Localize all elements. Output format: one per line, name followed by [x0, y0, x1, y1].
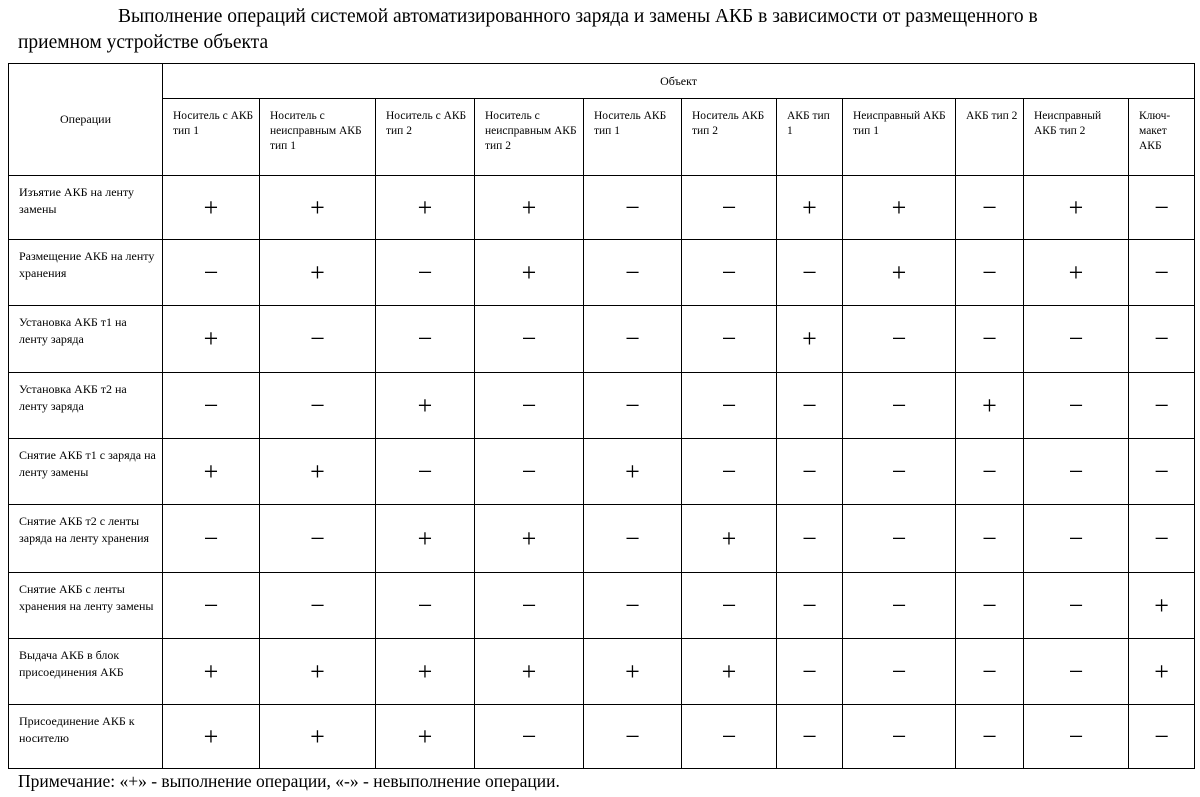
table-cell: − — [1129, 705, 1195, 769]
table-cell: + — [682, 639, 777, 705]
table-cell: − — [1024, 306, 1129, 373]
column-header: Носитель АКБ тип 1 — [584, 99, 682, 176]
table-cell: + — [475, 176, 584, 240]
table-cell: − — [682, 306, 777, 373]
operation-label: Снятие АКБ т1 с заряда на ленту замены — [9, 439, 163, 505]
table-cell: + — [584, 439, 682, 505]
table-cell: − — [777, 705, 843, 769]
operation-label: Снятие АКБ с ленты хранения на ленту замены — [9, 573, 163, 639]
table-row — [9, 439, 1195, 505]
table-cell: − — [584, 573, 682, 639]
table-cell: + — [163, 705, 260, 769]
table-cell: − — [163, 373, 260, 439]
table-row — [9, 240, 1195, 306]
table-cell: − — [475, 573, 584, 639]
table-cell: + — [475, 505, 584, 573]
table-cell: − — [1129, 240, 1195, 306]
table-row — [9, 373, 1195, 439]
table-cell: − — [584, 240, 682, 306]
table-cell: − — [1024, 573, 1129, 639]
table-cell: − — [376, 240, 475, 306]
table-cell: + — [682, 505, 777, 573]
table-cell: − — [1129, 439, 1195, 505]
table-cell: − — [260, 505, 376, 573]
table-cell: − — [956, 505, 1024, 573]
table-cell: − — [956, 639, 1024, 705]
table-cell: − — [843, 705, 956, 769]
column-header: Носитель с АКБ тип 2 — [376, 99, 475, 176]
table-cell: − — [584, 176, 682, 240]
table-cell: − — [843, 505, 956, 573]
title-line-2: приемном устройстве объекта — [18, 32, 269, 53]
operations-table — [8, 63, 1195, 769]
table-cell: − — [1024, 439, 1129, 505]
table-cell: − — [376, 306, 475, 373]
table-cell: + — [163, 439, 260, 505]
operation-label: Установка АКБ т1 на ленту заряда — [9, 306, 163, 373]
table-cell: + — [163, 176, 260, 240]
table-cell: − — [843, 306, 956, 373]
table-cell: + — [777, 176, 843, 240]
table-cell: − — [475, 439, 584, 505]
table-cell: − — [956, 240, 1024, 306]
footnote: Примечание: «+» - выполнение операции, «-» - невыполнение операции. — [18, 771, 560, 791]
table-cell: + — [260, 176, 376, 240]
table-cell: − — [843, 373, 956, 439]
operation-label: Выдача АКБ в блок присоединения АКБ — [9, 639, 163, 705]
table-cell: + — [843, 240, 956, 306]
table-cell: − — [163, 573, 260, 639]
table-cell: − — [682, 573, 777, 639]
column-header: Ключ-макет АКБ — [1129, 99, 1195, 176]
table-cell: − — [682, 373, 777, 439]
table-cell: + — [163, 639, 260, 705]
table-cell: + — [475, 240, 584, 306]
operation-label: Присоединение АКБ к носителю — [9, 705, 163, 769]
column-header: АКБ тип 1 — [777, 99, 843, 176]
table-cell: + — [1129, 639, 1195, 705]
table-cell: − — [682, 705, 777, 769]
table-cell: + — [376, 373, 475, 439]
table-cell: − — [260, 306, 376, 373]
document-title — [18, 4, 1188, 56]
operation-label: Размещение АКБ на ленту хранения — [9, 240, 163, 306]
table-cell: − — [682, 176, 777, 240]
table-cell: − — [956, 176, 1024, 240]
table-cell: + — [584, 639, 682, 705]
table-row — [9, 306, 1195, 373]
table-cell: − — [163, 240, 260, 306]
table-cell: − — [956, 439, 1024, 505]
table-cell: − — [777, 639, 843, 705]
table-cell: − — [1129, 306, 1195, 373]
table-cell: − — [843, 639, 956, 705]
table-cell: − — [843, 439, 956, 505]
column-header: Носитель с неисправным АКБ тип 2 — [475, 99, 584, 176]
table-cell: − — [584, 505, 682, 573]
column-header: Носитель с неисправным АКБ тип 1 — [260, 99, 376, 176]
table-cell: − — [1024, 705, 1129, 769]
column-header: Неисправный АКБ тип 2 — [1024, 99, 1129, 176]
table-cell: − — [843, 573, 956, 639]
table-cell: + — [376, 705, 475, 769]
table-cell: − — [1129, 176, 1195, 240]
table-cell: + — [163, 306, 260, 373]
table-cell: + — [260, 439, 376, 505]
table-cell: − — [956, 306, 1024, 373]
operation-label: Изъятие АКБ на ленту замены — [9, 176, 163, 240]
table-cell: + — [1024, 176, 1129, 240]
operation-label: Снятие АКБ т2 с ленты заряда на ленту хранения — [9, 505, 163, 573]
title-line-1: Выполнение операций системой автоматизированного заряда и замены АКБ в зависимости от размещенного в — [118, 6, 1038, 27]
table-cell: − — [1024, 505, 1129, 573]
table-cell: − — [777, 240, 843, 306]
table-row — [9, 573, 1195, 639]
table-cell: − — [1024, 373, 1129, 439]
column-header: АКБ тип 2 — [956, 99, 1024, 176]
table-cell: − — [475, 705, 584, 769]
table-cell: + — [1024, 240, 1129, 306]
table-cell: + — [260, 639, 376, 705]
table-cell: − — [584, 705, 682, 769]
table-row — [9, 505, 1195, 573]
table-cell: − — [163, 505, 260, 573]
column-header: Носитель АКБ тип 2 — [682, 99, 777, 176]
table-cell: + — [956, 373, 1024, 439]
table-cell: − — [956, 705, 1024, 769]
table-row — [9, 176, 1195, 240]
table-cell: − — [956, 573, 1024, 639]
operation-label: Установка АКБ т2 на ленту заряда — [9, 373, 163, 439]
table-cell: + — [260, 240, 376, 306]
table-cell: − — [1024, 639, 1129, 705]
table-cell: + — [260, 705, 376, 769]
table-cell: + — [376, 505, 475, 573]
column-header: Носитель с АКБ тип 1 — [163, 99, 260, 176]
table-cell: + — [777, 306, 843, 373]
table-cell: − — [475, 306, 584, 373]
table-row — [9, 705, 1195, 769]
table-cell: − — [475, 373, 584, 439]
table-cell: − — [584, 306, 682, 373]
table-cell: + — [376, 639, 475, 705]
table-cell: − — [777, 439, 843, 505]
table-cell: + — [475, 639, 584, 705]
table-cell: − — [682, 240, 777, 306]
column-header: Неисправный АКБ тип 1 — [843, 99, 956, 176]
table-cell: + — [376, 176, 475, 240]
table-cell: − — [260, 373, 376, 439]
table-cell: − — [376, 439, 475, 505]
table-cell: − — [777, 373, 843, 439]
operations-header: Операции — [9, 64, 163, 176]
table-cell: + — [1129, 573, 1195, 639]
table-cell: + — [843, 176, 956, 240]
table-cell: − — [777, 573, 843, 639]
table-row — [9, 639, 1195, 705]
table-cell: − — [376, 573, 475, 639]
table-cell: − — [1129, 505, 1195, 573]
object-header: Объект — [163, 64, 1195, 99]
table-cell: − — [682, 439, 777, 505]
table-cell: − — [584, 373, 682, 439]
table-cell: − — [1129, 373, 1195, 439]
table-cell: − — [260, 573, 376, 639]
table-cell: − — [777, 505, 843, 573]
